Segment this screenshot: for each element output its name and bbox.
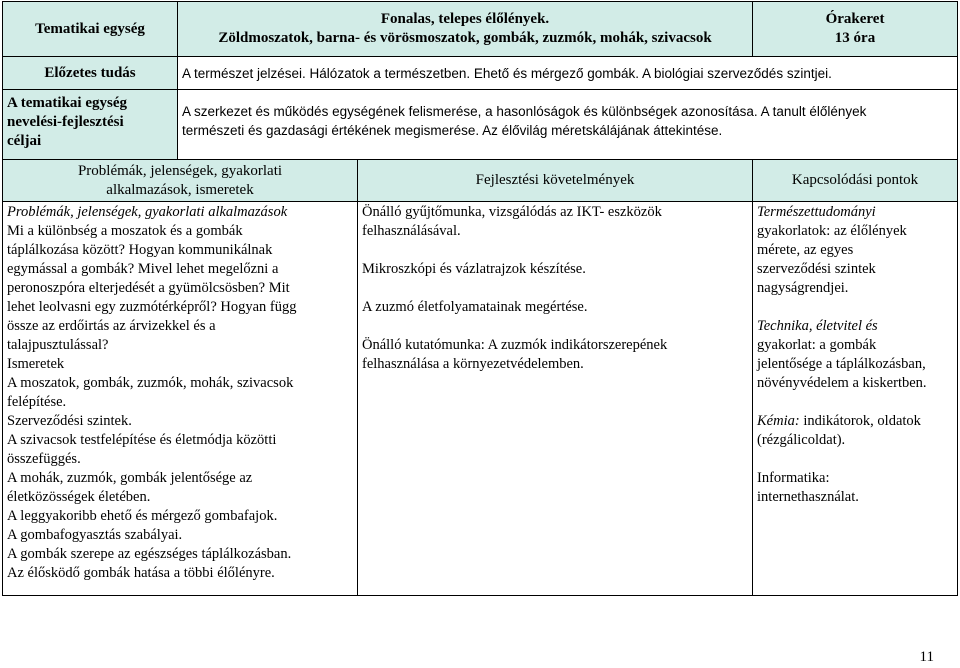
problems-line: peronoszpóra elterjedését a gyümölcsösben? Mit bbox=[7, 280, 290, 296]
spacer bbox=[757, 393, 953, 412]
problems-heading: Problémák, jelenségek, gyakorlati alkalmazások bbox=[7, 204, 288, 220]
requirements-cell bbox=[358, 202, 753, 596]
goals-label-line3: céljai bbox=[7, 133, 42, 149]
link-3-title: Kémia: bbox=[757, 413, 800, 429]
topic-title-line2: Zöldmoszatok, barna- és vörösmoszatok, gombák, zuzmók, mohák, szivacsok bbox=[218, 30, 712, 46]
link-1-line: gyakorlatok: az élőlények bbox=[757, 223, 907, 239]
link-2-line: gyakorlat: a gombák bbox=[757, 337, 877, 353]
goals-row bbox=[3, 90, 958, 160]
problems-line: lehet leolvasni egy zuzmótérképről? Hogyan függ bbox=[7, 299, 297, 315]
requirement-1-line1: Önálló gyűjtőmunka, vizsgálódás az IKT- eszközök bbox=[362, 204, 662, 220]
goals-text-line2: természeti és gazdasági értékének megismerése. Az élővilág méretskálájának áttekintése. bbox=[182, 123, 723, 138]
link-1-line: nagyságrendjei. bbox=[757, 280, 849, 296]
header-row bbox=[3, 2, 958, 57]
requirement-4-line2: felhasználása a környezetvédelemben. bbox=[362, 356, 584, 372]
link-1-line: szerveződési szintek bbox=[757, 261, 876, 277]
link-4-line1: Informatika: bbox=[757, 470, 830, 486]
goals-label-line1: A tematikai egység bbox=[7, 95, 127, 111]
requirement-1-line2: felhasználásával. bbox=[362, 223, 461, 239]
spacer bbox=[362, 317, 748, 336]
knowledge-line: felépítése. bbox=[7, 394, 67, 410]
link-3-line2: (rézgálicoldat). bbox=[757, 432, 846, 448]
page-number: 11 bbox=[919, 649, 934, 665]
topic-label-text: Tematikai egység bbox=[35, 20, 145, 37]
goals-text bbox=[178, 90, 958, 160]
link-1-line: mérete, az egyes bbox=[757, 242, 854, 258]
problems-line: egymással a gombák? Mivel lehet megelőzni a bbox=[7, 261, 279, 277]
column-header-problems bbox=[3, 160, 358, 202]
knowledge-line: A leggyakoribb ehető és mérgező gombafajok. bbox=[7, 508, 278, 524]
problems-cell bbox=[3, 202, 358, 596]
knowledge-line: A szivacsok testfelépítése és életmódja közötti bbox=[7, 432, 277, 448]
prior-knowledge-content: A természet jelzései. Hálózatok a természetben. Ehető és mérgező gombák. A biológiai szerveződés szintjei. bbox=[182, 65, 832, 81]
problems-line: talajpusztulással? bbox=[7, 337, 109, 353]
knowledge-line: összefüggés. bbox=[7, 451, 81, 467]
knowledge-line: Szerveződési szintek. bbox=[7, 413, 132, 429]
topic-label bbox=[3, 2, 178, 57]
topic-title-line1: Fonalas, telepes élőlények. bbox=[380, 11, 550, 27]
knowledge-line: Az élősködő gombák hatása a többi élőlényre. bbox=[7, 565, 275, 581]
prior-knowledge-text bbox=[178, 57, 958, 90]
column-header-links bbox=[753, 160, 958, 202]
topic-title bbox=[178, 2, 753, 57]
prior-knowledge-row bbox=[3, 57, 958, 90]
knowledge-line: A gombafogyasztás szabályai. bbox=[7, 527, 183, 543]
goals-label bbox=[3, 90, 178, 160]
problems-line: Mi a különbség a moszatok és a gombák bbox=[7, 223, 243, 239]
link-3-rest: indikátorok, oldatok bbox=[799, 413, 921, 429]
spacer bbox=[757, 450, 953, 469]
spacer bbox=[757, 298, 953, 317]
link-1-title: Természettudományi bbox=[757, 204, 876, 220]
prior-knowledge-label-text: Előzetes tudás bbox=[44, 64, 136, 81]
hours-value: 13 óra bbox=[834, 30, 876, 46]
requirement-3: A zuzmó életfolyamatainak megértése. bbox=[362, 299, 588, 315]
requirement-4-line1: Önálló kutatómunka: A zuzmók indikátorszerepének bbox=[362, 337, 668, 353]
link-4-line2: internethasználat. bbox=[757, 489, 859, 505]
link-2-title: Technika, életvitel és bbox=[757, 318, 878, 334]
link-3-line1 bbox=[757, 412, 953, 431]
knowledge-line: A moszatok, gombák, zuzmók, mohák, szivacsok bbox=[7, 375, 294, 391]
column-header-problems-line2: alkalmazások, ismeretek bbox=[106, 182, 254, 198]
problems-line: táplálkozása között? Hogyan kommunikálnak bbox=[7, 242, 273, 258]
link-2-line: növényvédelem a kiskertben. bbox=[757, 375, 927, 391]
requirement-2: Mikroszkópi és vázlatrajzok készítése. bbox=[362, 261, 586, 277]
knowledge-line: életközösségek életében. bbox=[7, 489, 151, 505]
goals-text-line1: A szerkezet és működés egységének felismerése, a hasonlóságok és különbségek azonosítása. A tanult élőlények bbox=[182, 104, 867, 119]
goals-label-line2: nevelési-fejlesztési bbox=[7, 114, 124, 130]
problems-line: össze az erdőirtás az árvizekkel és a bbox=[7, 318, 216, 334]
column-header-links-text: Kapcsolódási pontok bbox=[791, 172, 919, 188]
spacer bbox=[362, 241, 748, 260]
link-2-line: jelentősége a táplálkozásban, bbox=[757, 356, 926, 372]
knowledge-line: A mohák, zuzmók, gombák jelentősége az bbox=[7, 470, 253, 486]
content-row bbox=[3, 202, 958, 596]
column-header-requirements bbox=[358, 160, 753, 202]
curriculum-table bbox=[2, 1, 958, 596]
hours-label: Órakeret bbox=[825, 11, 885, 27]
column-header-row bbox=[3, 160, 958, 202]
column-header-requirements-text: Fejlesztési követelmények bbox=[475, 172, 635, 188]
links-cell bbox=[753, 202, 958, 596]
knowledge-heading: Ismeretek bbox=[7, 356, 65, 372]
spacer bbox=[362, 279, 748, 298]
prior-knowledge-label bbox=[3, 57, 178, 90]
knowledge-line: A gombák szerepe az egészséges táplálkozásban. bbox=[7, 546, 292, 562]
column-header-problems-line1: Problémák, jelenségek, gyakorlati bbox=[77, 163, 283, 179]
hours-cell bbox=[753, 2, 958, 57]
